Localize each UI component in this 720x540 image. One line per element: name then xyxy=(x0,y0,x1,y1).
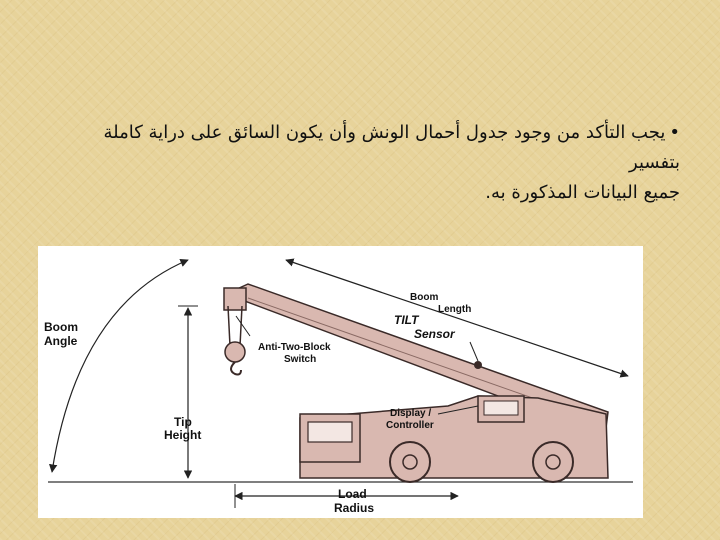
load-radius-label-line-2: Radius xyxy=(334,501,375,515)
tip-height-label-line-1: Tip xyxy=(174,415,192,429)
boom-angle-label-line-1: Boom xyxy=(44,320,78,334)
cab-window xyxy=(308,422,352,442)
hook-block xyxy=(225,342,245,362)
tilt-sensor-icon xyxy=(474,361,482,369)
display-controller-label-line-1: Display / xyxy=(390,408,432,419)
anti-two-block-label-line-1: Anti-Two-Block xyxy=(258,342,331,353)
hoist-line-left xyxy=(228,306,230,346)
boom-angle-label-line-2: Angle xyxy=(44,334,78,348)
tip-height-label-line-2: Height xyxy=(164,428,202,442)
hoist-line-right xyxy=(240,306,242,346)
bullet-dot: • xyxy=(669,122,680,143)
text-line-1-content: يجب التأكد من وجود جدول أحمال الونش وأن يكون السائق على دراية كاملة بتفسير xyxy=(103,122,680,173)
hook-icon xyxy=(231,362,241,375)
anti-two-block-label-line-2: Switch xyxy=(284,354,317,365)
text-line-1 xyxy=(60,118,680,178)
leader-tilt xyxy=(470,342,478,361)
upper-cab-window xyxy=(484,401,518,415)
slide-text xyxy=(60,118,680,208)
boom-length-label-line-1: Boom xyxy=(410,292,439,303)
text-line-2: جميع البيانات المذكورة به. xyxy=(485,182,680,203)
tilt-label-line-2: Sensor xyxy=(414,327,455,341)
boom-length-label-line-2: Length xyxy=(438,304,472,315)
tilt-label-line-1: TILT xyxy=(394,313,419,327)
load-radius-label-line-1: Load xyxy=(338,487,367,501)
wheel-front xyxy=(390,442,430,482)
crane-diagram-svg xyxy=(38,246,643,518)
leader-anti-two-block xyxy=(236,316,250,336)
display-controller-label-line-2: Controller xyxy=(386,420,434,431)
crane-diagram xyxy=(38,246,643,518)
wheel-rear xyxy=(533,442,573,482)
